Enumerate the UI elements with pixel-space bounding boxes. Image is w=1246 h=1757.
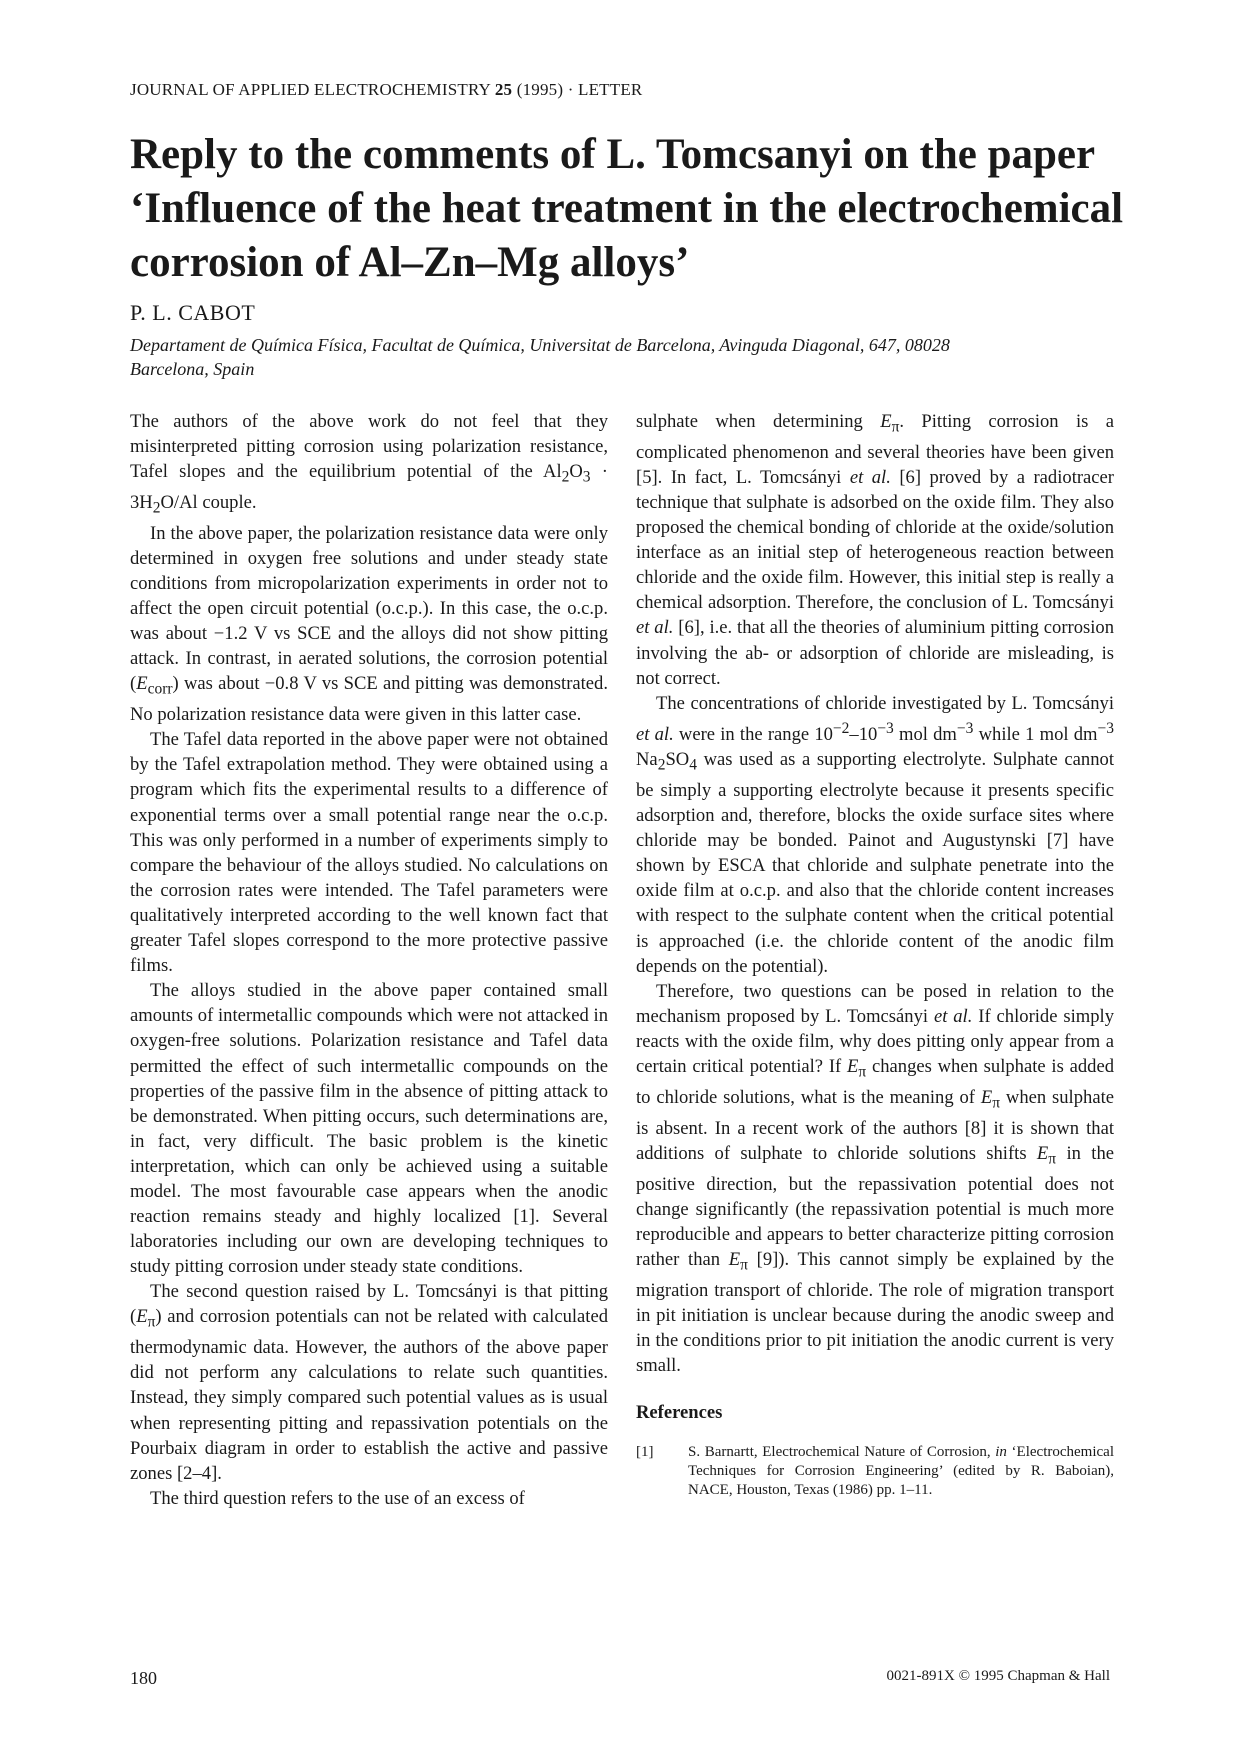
reference-number: [1] <box>636 1444 654 1461</box>
page-number: 180 <box>130 1668 157 1688</box>
body-paragraph: The authors of the above work do not feel that they misinterpreted pitting corrosion using polarization resistance, Tafel slopes and the equilibrium potential of the $Al_2O_3 \cdot 3H_2O/Al$ couple. <box>130 411 608 517</box>
body-column-right <box>636 409 1114 1500</box>
author-name: P. L. CABOT <box>130 300 256 325</box>
body-column-left <box>130 409 608 1511</box>
title-line: ‘Influence of the heat treatment in the electrochemical <box>130 185 1124 232</box>
reference-text-part: ‘Electrochemical Techniques for Corrosion Engineering’ (edited by R. Baboian), NACE, Houston, Texas (1986) pp. 1–11. <box>688 1444 1114 1499</box>
body-paragraph: The alloys studied in the above paper contained small amounts of intermetallic compounds which were not attacked in oxygen-free solutions. Polarization resistance and Tafel data permitted the effect of such intermetallic compounds on the properties of the passive film in the absence of pitting attack to be demonstrated. When pitting occurs, such determinations are, in fact, very difficult. The basic problem is the kinetic interpretation, which can only be achieved using a suitable model. The most favourable case appears when the anodic reaction remains steady and highly localized [1]. Several laboratories including our own are developing techniques to study pitting corrosion under steady state conditions. <box>130 980 608 1278</box>
reference-item <box>636 1443 1114 1500</box>
body-paragraph: The concentrations of chloride investigated by L. Tomcsányi et al. were in the range $10^{-2}-10^{-3}$ mol $dm^{-3}$ while 1 mol $dm^{-3}$ $Na_2SO_4$ was used as a supporting electrolyte. Sulphate cannot be simply a supporting electrolyte because it presents specific adsorption and, therefore, blocks the oxide surface sites where chloride may be bonded. Painot and Augustynski [7] have shown by ESCA that chloride and sulphate penetrate into the oxide film at o.c.p. and also that the chloride content increases with respect to the sulphate content when the critical potential is approached (i.e. the chloride content of the anodic film depends on the potential). <box>636 692 1114 977</box>
volume-number: 25 <box>494 80 513 99</box>
affiliation-line: Barcelona, Spain <box>130 359 255 379</box>
reference-text-part: S. Barnartt, Electrochemical Nature of Corrosion, <box>688 1444 996 1461</box>
running-head <box>130 80 642 100</box>
body-paragraph: The second question raised by L. Tomcsányi is that pitting $(E_\pi)$ and corrosion potentials can not be related with calculated thermodynamic data. However, the authors of the above paper did not perform any calculations to relate such quantities. Instead, they simply compared such potential values as is usual when representing pitting and repassivation potentials on the Pourbaix diagram in order to establish the active and passive zones [2–4]. <box>130 1281 608 1484</box>
title-line: Reply to the comments of L. Tomcsanyi on the paper <box>130 131 1096 178</box>
journal-name: JOURNAL OF APPLIED ELECTROCHEMISTRY <box>130 80 491 99</box>
article-title <box>130 128 1130 290</box>
body-paragraph: The Tafel data reported in the above paper were not obtained by the Tafel extrapolation method. They were obtained using a program which fits the experimental results to a difference of exponential terms over a small potential range near the o.c.p. This was only performed in a number of experiments simply to compare the behaviour of the alloys studied. No calculations on the corrosion rates were intended. The Tafel parameters were qualitatively interpreted according to the well known fact that greater Tafel slopes correspond to the more protective passive films. <box>130 729 608 977</box>
copyright-line: 0021-891X © 1995 Chapman & Hall <box>886 1668 1110 1684</box>
affiliation-line: Departament de Química Física, Facultat de Química, Universitat de Barcelona, Avinguda Diagonal, 647, 08028 <box>130 335 950 355</box>
reference-in: in <box>995 1444 1007 1461</box>
body-paragraph: sulphate when determining $E_\pi$. Pitting corrosion is a complicated phenomenon and several theories have been given [5]. In fact, L. Tomcsányi et al. [6] proved by a radiotracer technique that sulphate is adsorbed on the oxide film. They also proposed the chemical bonding of chloride at the oxide/solution interface as an initial step of heterogeneous reaction between chloride and the oxide film. However, this initial step is really a chemical adsorption. Therefore, the conclusion of L. Tomcsányi et al. [6], i.e. that all the theories of aluminium pitting corrosion involving the ab- or adsorption of chloride are misleading, is not correct. <box>636 411 1114 689</box>
references-heading: References <box>636 1401 723 1423</box>
reference-text <box>688 1443 1114 1500</box>
body-paragraph: Therefore, two questions can be posed in relation to the mechanism proposed by L. Tomcsányi et al. If chloride simply reacts with the oxide film, why does pitting only appear from a certain critical potential? If $E_\pi$ changes when sulphate is added to chloride solutions, what is the meaning of $E_\pi$ when sulphate is absent. In a recent work of the authors [8] it is shown that additions of sulphate to chloride solutions shifts $E_\pi$ in the positive direction, but the repassivation potential does not change significantly (the repassivation potential is much more reproducible and appears to better characterize pitting corrosion rather than $E_\pi$ [9]). This cannot simply be explained by the migration transport of chloride. The role of migration transport in pit initiation is unclear because during the anodic sweep and in the conditions prior to pit initiation the anodic current is very small. <box>636 980 1115 1376</box>
body-paragraph: The third question refers to the use of an excess of <box>150 1487 525 1509</box>
title-line: corrosion of Al–Zn–Mg alloys’ <box>130 239 690 286</box>
body-paragraph: In the above paper, the polarization resistance data were only determined in oxygen free solutions and under steady state conditions from micropolarization experiments in order not to affect the open circuit potential (o.c.p.). In this case, the o.c.p. was about −1.2 V vs SCE and the alloys did not show pitting attack. In contrast, in aerated solutions, the corrosion potential $(E_{corr})$ was about −0.8 V vs SCE and pitting was demonstrated. No polarization resistance data were given in this latter case. <box>130 522 608 726</box>
year-and-type: (1995) · LETTER <box>516 80 643 99</box>
author-affiliation <box>130 333 1120 381</box>
